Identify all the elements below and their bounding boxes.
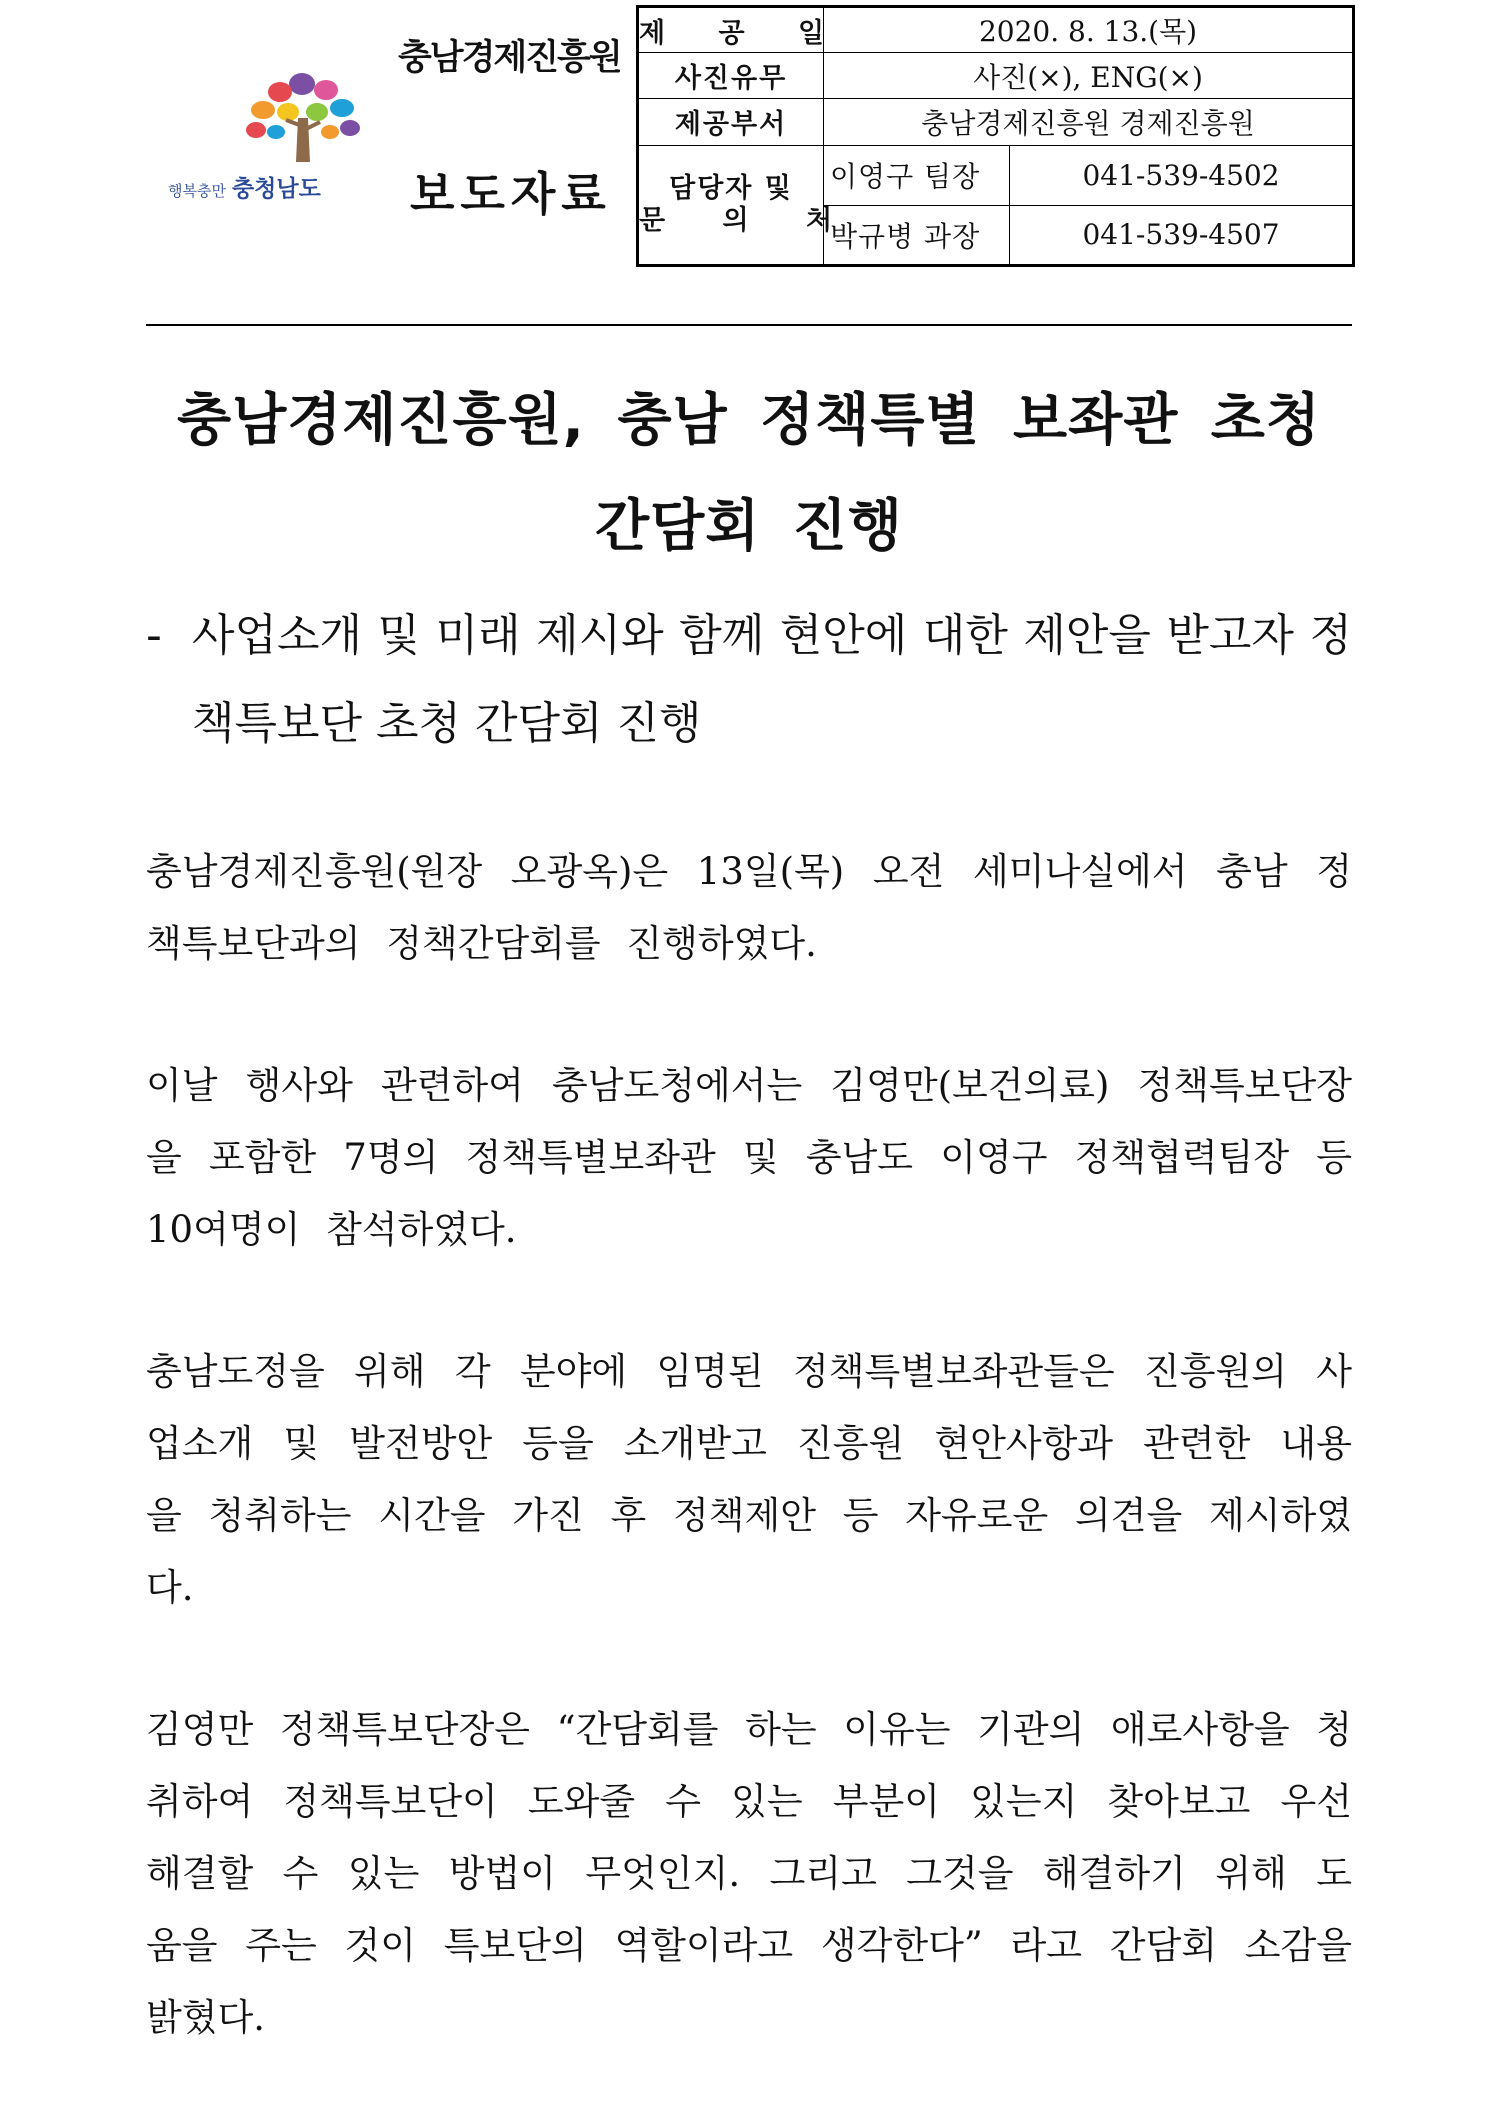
logo-province: 충청남도 [231,176,321,202]
body-paragraph-2: 이날 행사와 관련하여 충남도청에서는 김영만(보건의료) 정책특보단장을 포함한 7명의 정책특별보좌관 및 충남도 이영구 정책협력팀장 등 10여명이 참석하였다. [146,1064,1352,1251]
press-release-label: 보도자료 [410,167,612,221]
table-row [638,145,1354,205]
subheadline-dash: - [146,610,162,661]
logo-caption [168,170,368,203]
contact-label-line2: 문 의 처 [639,204,857,236]
photo-label: 사진유무 [638,53,824,99]
table-row [638,53,1354,99]
headline-line-2: 간담회 진행 [595,494,903,559]
contact-label-line1: 담당자 및 [669,172,793,204]
date-label: 제 공 일 [638,7,824,53]
dept-label: 제공부서 [638,99,824,145]
headline-line-1: 충남경제진흥원, 충남 정책특별 보좌관 초청 [177,388,1321,453]
contact-label [638,145,857,265]
organization-name: 충남경제진흥원 [398,38,621,78]
contact-phone: 041-539-4502 [1010,145,1354,205]
body-paragraph-3: 충남도정을 위해 각 분야에 임명된 정책특별보좌관들은 진흥원의 사업소개 및 발전방안 등을 소개받고 진흥원 현안사항과 관련한 내용을 청취하는 시간을 가진 후 정책제안 등 자유로운 의견을 제시하였다. [146,1350,1352,1609]
table-row [638,99,1354,145]
press-info-table [636,5,1355,267]
contact-name: 이영구 팀장 [824,145,1010,205]
contact-phone: 041-539-4507 [1010,205,1354,265]
header-divider [146,324,1352,326]
logo-slogan: 행복충만 [168,182,226,200]
contact-name: 박규병 과장 [824,205,1010,265]
photo-value: 사진(×), ENG(×) [824,53,1354,99]
dept-value: 충남경제진흥원 경제진흥원 [824,99,1354,145]
subheadline-text: 사업소개 및 미래 제시와 함께 현안에 대한 제안을 받고자 정책특보단 초청 간담회 진행 [192,610,1352,749]
body-paragraph-1: 충남경제진흥원(원장 오광옥)은 13일(목) 오전 세미나실에서 충남 정책특보단과의 정책간담회를 진행하였다. [146,850,1352,965]
chungnam-logo [168,70,368,210]
tree-icon [238,70,368,165]
table-row [638,7,1354,53]
subheadline [146,592,1352,768]
date-value: 2020. 8. 13.(목) [824,7,1354,53]
body-paragraph-4: 김영만 정책특보단장은 “간담회를 하는 이유는 기관의 애로사항을 청취하여 정책특보단이 도와줄 수 있는 부분이 있는지 찾아보고 우선 해결할 수 있는 방법이 무엇인지. 그리고 그것을 해결하기 위해 도움을 주는 것이 특보단의 역할이라고 생각한다” 라고 간담회 소감을 밝혔다. [146,1708,1352,2039]
